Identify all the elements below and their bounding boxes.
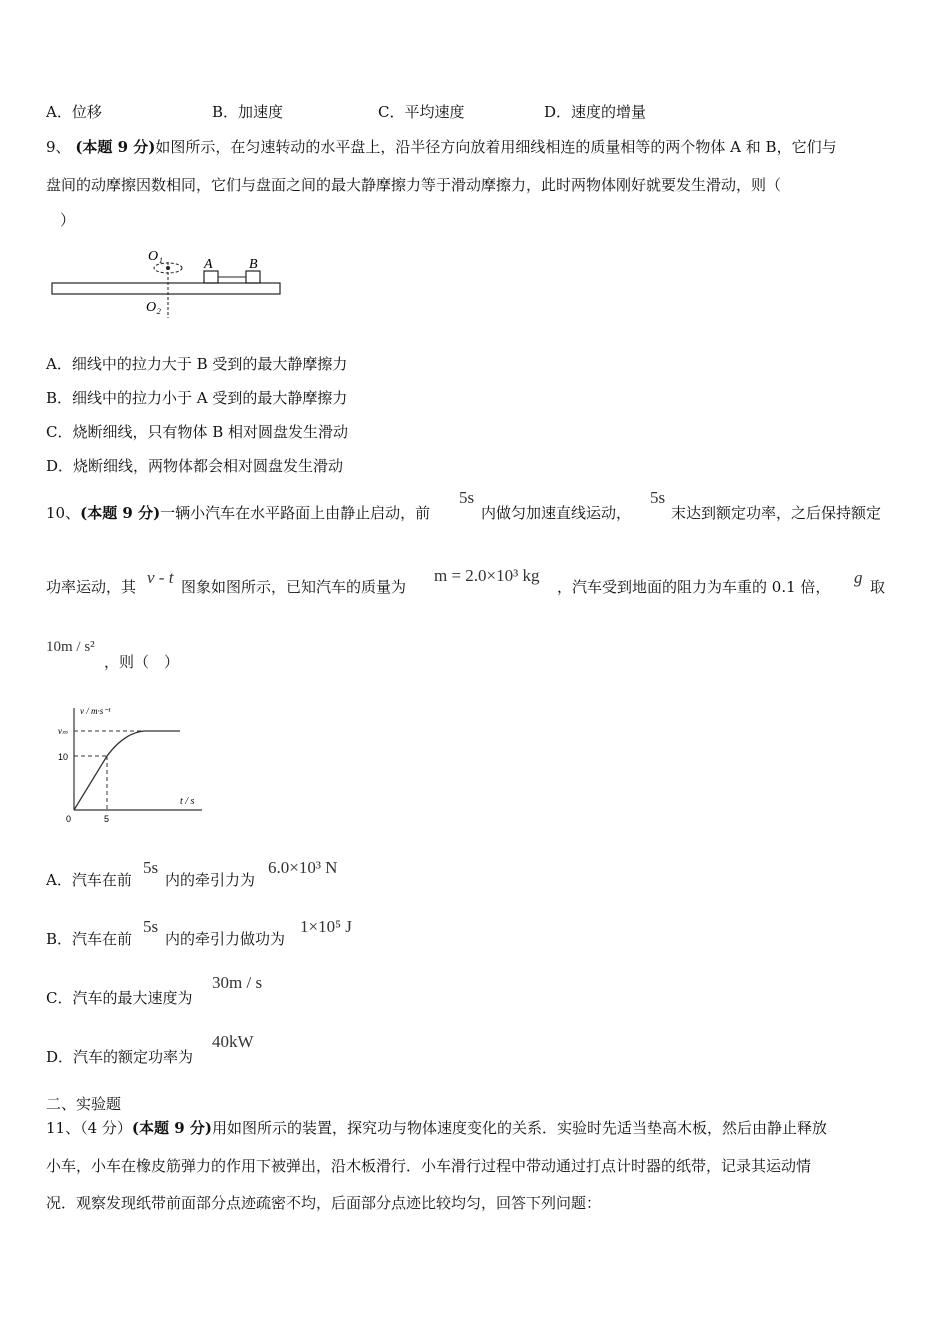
label-o2: O₂ <box>146 300 161 315</box>
math-force: 6.0×10³ N <box>268 858 338 877</box>
question-number: 9、 <box>46 138 71 156</box>
question-9-line3: ） <box>60 211 76 229</box>
origin-label: 0 <box>66 814 72 824</box>
question-number-10: 10、(本题 9 分)一辆小汽车在水平路面上由静止启动，前 <box>46 504 431 522</box>
question-10-stem: ，汽车受到地面的阻力为车重的 0.1 倍， <box>557 578 831 596</box>
turntable-diagram <box>46 240 296 320</box>
velocity-curve <box>74 731 180 810</box>
score-tag: (本题 9 分) <box>131 1119 212 1137</box>
q10-option-b: B．汽车在前 <box>46 930 133 948</box>
question-9-line2: 盘间的动摩擦因数相同，它们与盘面之间的最大静摩擦力等于滑动摩擦力，此时两物体刚好就要发生滑动，则（ <box>46 176 782 194</box>
x-axis-label: t / s <box>180 796 195 807</box>
vm-label: vₘ <box>58 726 68 736</box>
math-mass: m = 2.0×10³ kg <box>434 566 540 585</box>
block-a <box>204 271 218 283</box>
y-axis-label: v / m·s⁻¹ <box>80 706 111 716</box>
vt-graph <box>52 700 222 830</box>
axis-dot <box>166 266 170 270</box>
q9-option-d: D．烧断细线，两物体都会相对圆盘发生滑动 <box>46 457 344 475</box>
label-a: A <box>204 257 213 272</box>
option-d: D．速度的增量 <box>544 103 647 121</box>
math-5s: 5s <box>143 858 159 877</box>
block-b <box>246 271 260 283</box>
math-g: g <box>854 568 863 587</box>
question-11-line1: 11、（4 分）(本题 9 分)用如图所示的装置，探究功与物体速度变化的关系．实验时先适当垫高木板，然后由静止释放 <box>46 1119 827 1137</box>
math-power: 40kW <box>212 1032 254 1051</box>
score-tag: (本题 9 分) <box>75 138 156 156</box>
tick-5: 5 <box>104 814 110 824</box>
label-o1: O₁ <box>148 249 163 264</box>
q10-option-c: C．汽车的最大速度为 <box>46 989 193 1007</box>
question-11-line3: 况．观察发现纸带前面部分点迹疏密不均，后面部分点迹比较均匀，回答下列问题： <box>46 1194 602 1212</box>
math-speed: 30m / s <box>212 973 263 992</box>
question-10-stem: 图象如图所示，已知汽车的质量为 <box>181 578 407 596</box>
q10-option-a-text: 内的牵引力为 <box>165 871 256 889</box>
math-5s: 5s <box>459 488 475 507</box>
question-10-stem: 内做匀加速直线运动， <box>481 504 632 522</box>
question-10-stem: 末达到额定功率，之后保持额定 <box>671 504 882 522</box>
option-b: B．加速度 <box>212 103 284 121</box>
math-5s: 5s <box>143 917 159 936</box>
q10-option-b-text: 内的牵引力做功为 <box>165 930 286 948</box>
math-5s: 5s <box>650 488 666 507</box>
q10-option-a: A．汽车在前 <box>46 871 132 889</box>
question-10-stem: ，则（ ） <box>104 653 180 671</box>
math-g-value: 10m / s² <box>46 639 95 655</box>
section-title: 二、实验题 <box>46 1095 122 1113</box>
q10-option-d: D．汽车的额定功率为 <box>46 1048 194 1066</box>
label-b: B <box>249 257 258 272</box>
score-tag: (本题 9 分) <box>80 504 161 522</box>
q9-option-c: C．烧断细线，只有物体 B 相对圆盘发生滑动 <box>46 423 349 441</box>
question-10-stem: 功率运动，其 <box>46 578 137 596</box>
math-work: 1×10⁵ J <box>300 917 352 936</box>
math-vt: v - t <box>147 568 174 587</box>
q9-option-b: B．细线中的拉力小于 A 受到的最大静摩擦力 <box>46 389 348 407</box>
question-stem: 如图所示，在匀速转动的水平盘上，沿半径方向放着用细线相连的质量相等的两个物体 A 和 B，它们与 <box>155 138 837 156</box>
tick-10: 10 <box>58 752 69 762</box>
q9-option-a: A．细线中的拉力大于 B 受到的最大静摩擦力 <box>46 355 348 373</box>
turntable-plate <box>52 283 280 294</box>
question-10-stem: 取 <box>870 578 886 596</box>
question-9-line1 <box>46 137 837 157</box>
option-a: A．位移 <box>46 103 102 121</box>
option-c: C．平均速度 <box>378 103 465 121</box>
question-11-line2: 小车，小车在橡皮筋弹力的作用下被弹出，沿木板滑行．小车滑行过程中带动通过打点计时器的纸带，记录其运动情 <box>46 1157 812 1175</box>
